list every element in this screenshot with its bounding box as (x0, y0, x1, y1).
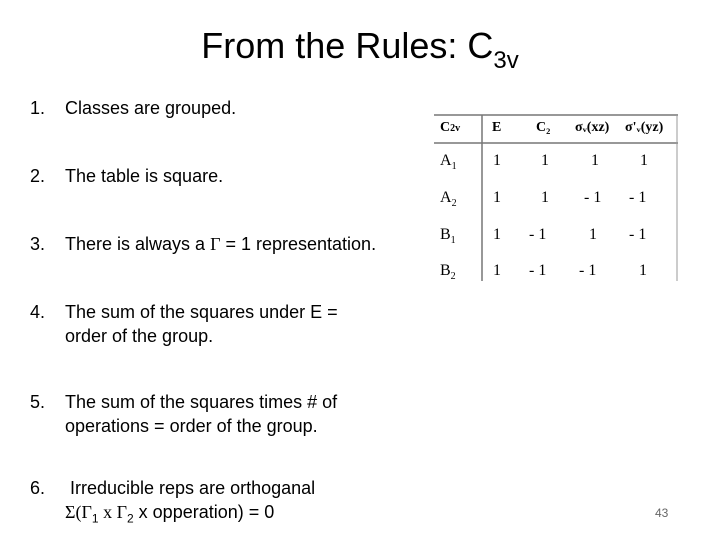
rule-text: Classes are grouped. (65, 98, 237, 118)
rule-number: 2. (30, 166, 46, 186)
rule-number: 1. (30, 98, 46, 118)
rule-text: There is always a Γ = 1 representation. (65, 234, 377, 254)
rule-number: 3. (30, 234, 46, 254)
table-cell: 1 (541, 152, 549, 169)
table-row-label: $A_2$ (440, 189, 457, 210)
table-header-cell: C₂ (536, 120, 551, 135)
table-cell: 1 (493, 262, 501, 279)
table-cell: 1 (493, 189, 501, 206)
rule-text: The sum of the squares times # of operations = order of the group. (65, 392, 338, 436)
table-header-cell: σ'ᵥ(yz) (625, 120, 664, 135)
rule-number: 6. (30, 478, 46, 498)
table-cell: - 1 (529, 262, 547, 279)
table-cell: 1 (493, 152, 501, 169)
rule-text: Irreducible reps are orthoganal $\Sigma(\Gamma_1$ x $\Gamma_2$ x opperation) = 0 (65, 478, 316, 526)
table-cell: - 1 (584, 189, 602, 206)
table-cell: - 1 (629, 189, 647, 206)
table-row-label: $B_2$ (440, 262, 456, 283)
title-main: From the Rules: C (201, 25, 494, 66)
rule-text: The sum of the squares under E = order of the group. (65, 302, 338, 346)
table-cell: - 1 (579, 262, 597, 279)
title-subscript: 3v (493, 47, 519, 74)
table-header-cell: E (492, 120, 502, 135)
table-cell: 1 (591, 152, 599, 169)
table-cell: 1 (639, 262, 647, 279)
table-cell: 1 (640, 152, 648, 169)
table-row-label: $B_1$ (440, 226, 456, 247)
rule-number: 5. (30, 392, 46, 412)
table-cell: 1 (541, 189, 549, 206)
table-cell: - 1 (629, 226, 647, 243)
character-table (434, 113, 678, 283)
gamma-symbol: Γ (210, 234, 221, 254)
table-cell: 1 (589, 226, 597, 243)
table-row-label: $A_1$ (440, 152, 457, 173)
rule-text: The table is square. (65, 166, 224, 186)
table-header-cell: σᵥ(xz) (575, 120, 610, 135)
table-cell: - 1 (529, 226, 547, 243)
table-cell: 1 (493, 226, 501, 243)
table-group-label: C2v (440, 120, 461, 135)
page-number: 43 (655, 506, 669, 520)
rule-number: 4. (30, 302, 46, 322)
page-title (0, 24, 720, 73)
